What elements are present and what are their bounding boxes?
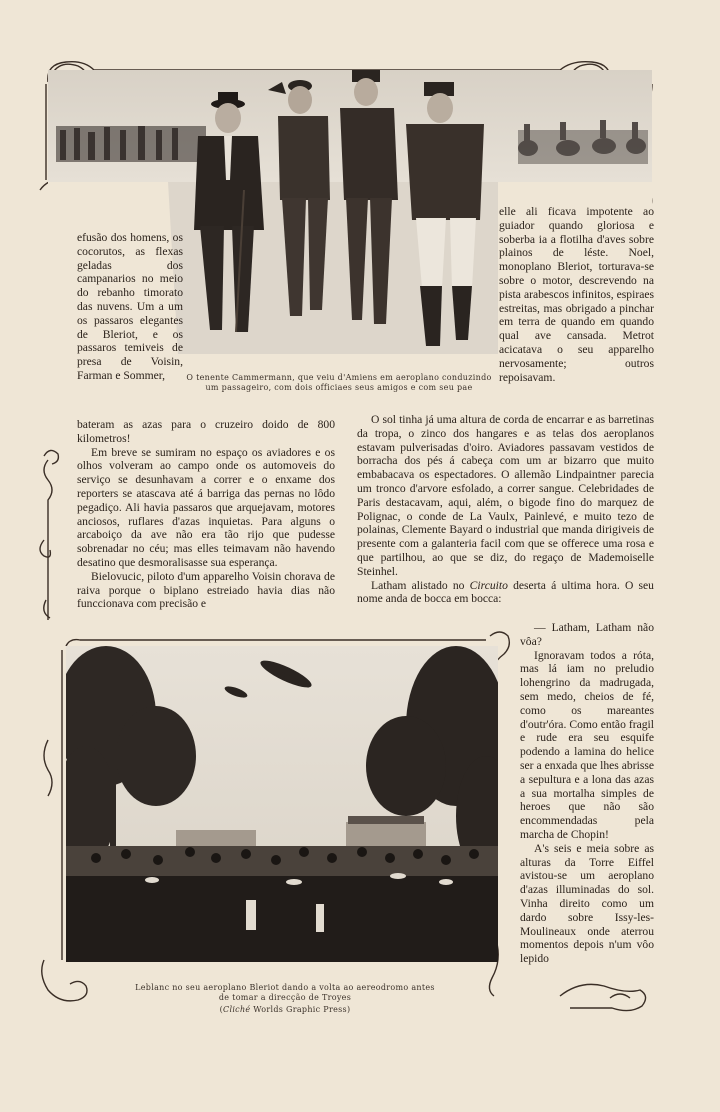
- right-narrow-column-bottom: [520, 621, 654, 966]
- left-narrow-column: [77, 231, 183, 383]
- left-narrow-text: efusão dos homens, os cocorutos, as flexas geladas dos campanarios no meio do rebanho timorato das nuvens. Um a um os passaros elegantes de Bleriot, e os passaros temiveis de presa de Voisin, Farman e Sommer,: [77, 231, 183, 382]
- bottom-photo: [66, 646, 498, 962]
- bottom-photo-caption: Leblanc no seu aeroplano Bleriot dando a volta ao aereodromo antes de tomar a direcção de Troyes: [135, 983, 435, 1002]
- right-paragraph-2: O sol tinha já uma altura de corda de encarrar e as barretinas da tropa, o zinco dos hangares e as telas dos aeroplanos estavam pulverisadas d'oiro. Aviadores passavam vestidos de borracha dos pés á cabeça com um ar bizarro que muito embabacava os espectadores. O allemão Lindpaintner parecia um tronco d'arvore esfolado, a correr sangue. Celebridades de Paris destacavam, aqui, além, o bigode fino do marquez de Polignac, o conde de La Vaulx, Painlevé, e muito tezo de polainas, Clemente Bayard o industrial que manda dirigiveis de presente com a galanteria facil com que se offerece uma rosa e que partilhou, ao que se diz, do regaço de Mademoiselle Steinhel.: [357, 413, 654, 578]
- circuito-italic: Circuito: [469, 578, 508, 592]
- latham-text-a: Latham alistado no: [371, 578, 470, 592]
- left-paragraph-2: Em breve se sumiram no espaço os aviadores e os olhos volveram ao campo onde os automoveis do serviço se desunhavam a correr e o enxame dos reporters se atascava até á barriga das pernas no lôdo pegadiço. Ali havia passaros que arquejavam, motores anciosos, ruflares d'azas inquietas. Para alguns o arcaboiço da ave não era tão rijo que pudesse sobrenadar no céu; mas elles teimavam não havendo desatino que desmoralisasse sua esperança.: [77, 445, 335, 569]
- right-narrow-column-top: [499, 205, 654, 384]
- right-column: [357, 413, 654, 606]
- top-photo-caption: O tenente Cammermann, que veiu d'Amiens em aeroplano conduzindo um passageiro, com dois officiaes seus amigos e com seu pae: [186, 373, 492, 392]
- right-paragraph-4: Ignoravam todos a róta, mas lá iam no preludio lohengrino da madrugada, sem medo, cheios de fé, como os mareantes d'outr'óra. Como então fragil e rude era seu esquife podendo a lamina do helice ser a enxada que lhes abrisse a sepultura e a lona das azas a sua mortalha simples de heroes que não são encommendadas pela marcha de Chopin!: [520, 648, 654, 841]
- right-paragraph-5: A's seis e meia sobre as alturas da Torre Eiffel avistou-se um aeroplano d'azas illuminadas do sol. Vinha direito como um dardo sobre Issy-les-Moulineaux onde aterrou momentos depois n'um vôo lepido: [520, 841, 654, 966]
- bottom-photo-credit: (Cliché Worlds Graphic Press): [219, 1005, 351, 1014]
- credit-word: Cliché: [223, 1005, 251, 1014]
- left-paragraph-3: Bielovucic, piloto d'um apparelho Voisin chorava de raiva porque o biplano estreiado havia dias não funccionava com precisão e: [77, 569, 335, 611]
- left-paragraph-1-end: bateram as azas para o cruzeiro doido de 800 kilometros!: [77, 418, 335, 445]
- right-paragraph-3: [357, 579, 654, 607]
- right-dialogue: — Latham, Latham não vôa?: [520, 621, 654, 648]
- credit-source: Worlds Graphic Press: [253, 1005, 347, 1014]
- left-column: [77, 418, 335, 611]
- latham-text-b: deserta á ultima hora. O seu nome anda de bocca em bocca:: [357, 578, 654, 606]
- right-paragraph-1: elle ali ficava impotente ao guiador quando gloriosa e soberba ia a flotilha d'aves sobre plainos de léste. Noel, monoplano Bleriot, torturava-se sobre o motor, descrevendo na pista arabescos infinitos, espiraes estreitas, mas obrigado a pinchar em terra de quando em quando qual ave cansada. Metrot acicatava o seu apparelho nervosamente; outros repoisavam.: [499, 205, 654, 384]
